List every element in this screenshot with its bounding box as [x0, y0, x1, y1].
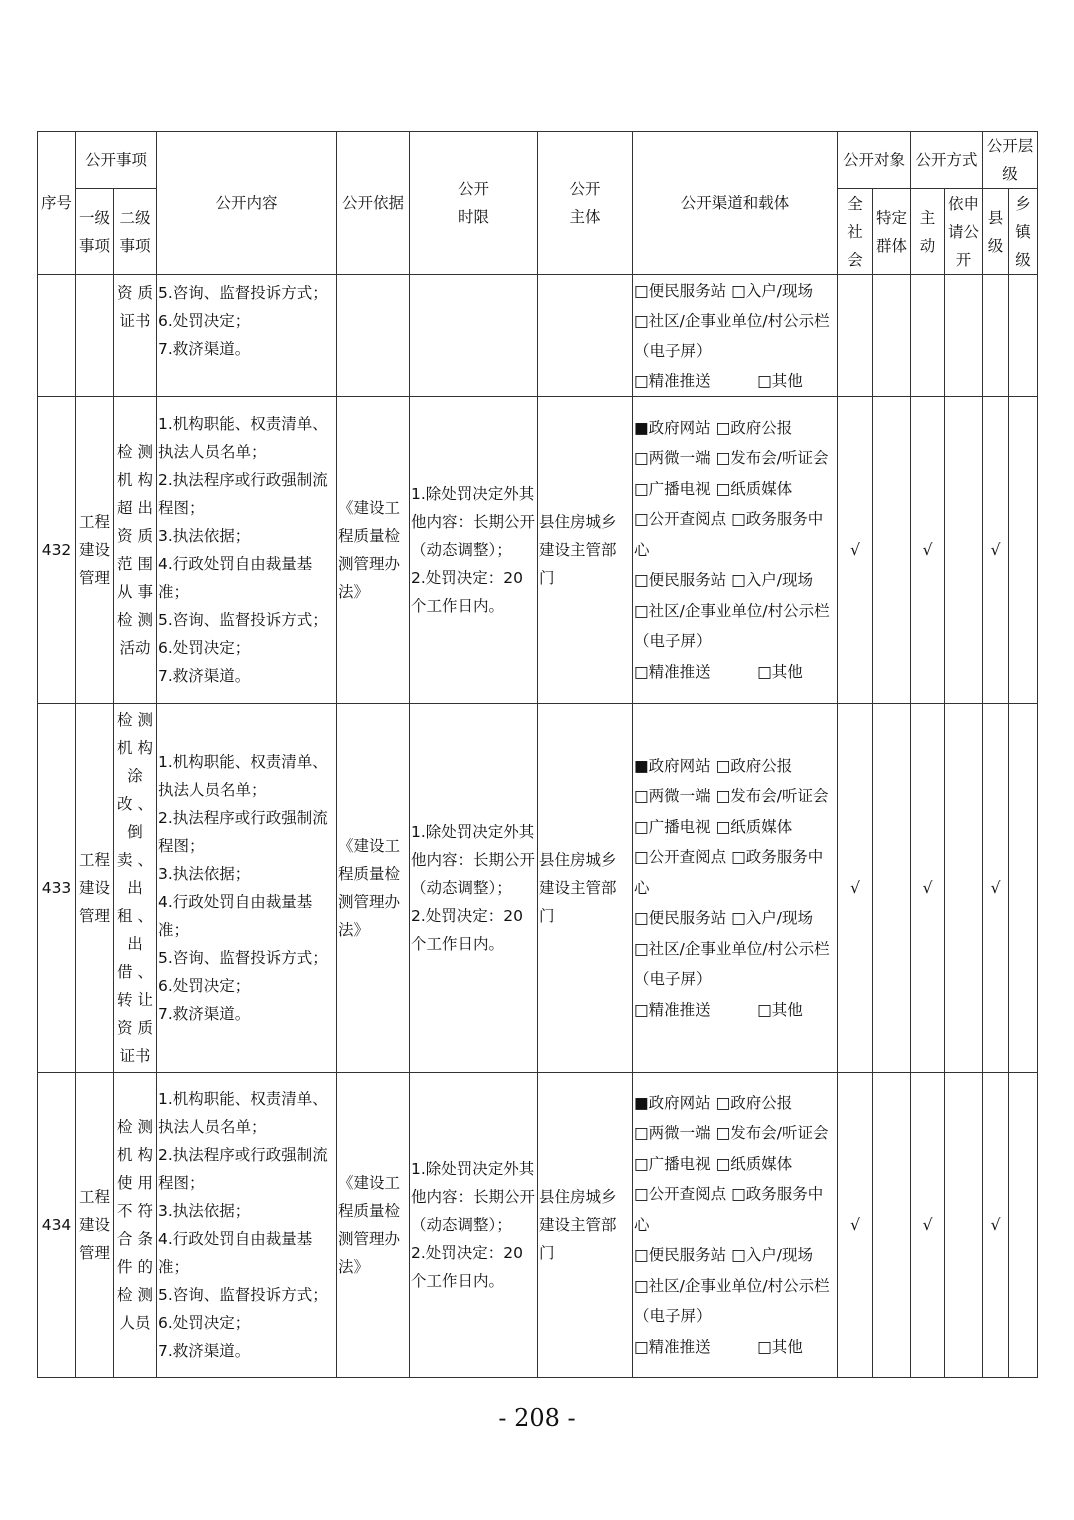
row-specific-group	[873, 275, 911, 397]
header-level: 公开层 级	[983, 132, 1038, 189]
row-specific-group	[873, 1073, 911, 1378]
header-seq: 序号	[38, 132, 76, 275]
row-basis	[337, 275, 410, 397]
row-level2: 检 测 机 构 超 出 资 质 范 围 从 事 检 测 活动	[114, 397, 157, 704]
disclosure-table	[37, 131, 1038, 1378]
row-township	[1009, 275, 1038, 397]
row-level1: 工程 建设 管理	[76, 397, 114, 704]
row-level2: 检 测 机 构 使 用 不 符 合 条 件 的 检 测 人员	[114, 1073, 157, 1378]
header-county: 县 级	[983, 189, 1009, 275]
row-on-request	[945, 1073, 983, 1378]
row-time-limit: 1.除处罚决定外其他内容：长期公开（动态调整）； 2.处罚决定：20个工作日内。	[410, 704, 538, 1073]
row-channel: ■政府网站 □政府公报 □两微一端 □发布会/听证会 □广播电视 □纸质媒体 □公开查阅点 □政务服务中心 □便民服务站 □入户/现场 □社区/企事业单位/村公示栏（电子屏） □精准推送 □其他	[633, 397, 838, 704]
row-active: √	[911, 397, 945, 704]
row-township	[1009, 397, 1038, 704]
header-active: 主 动	[911, 189, 945, 275]
header-content: 公开内容	[157, 132, 337, 275]
header-level1: 一级 事项	[76, 189, 114, 275]
row-content: 1.机构职能、权责清单、执法人员名单； 2.执法程序或行政强制流程图； 3.执法依据； 4.行政处罚自由裁量基准； 5.咨询、监督投诉方式； 6.处罚决定； 7.救济渠道。	[157, 704, 337, 1073]
row-level2: 资 质 证书	[114, 275, 157, 397]
table-row	[38, 275, 1038, 397]
header-whole-society: 全 社 会	[838, 189, 873, 275]
row-township	[1009, 704, 1038, 1073]
header-audience: 公开对象	[838, 132, 911, 189]
row-time-limit: 1.除处罚决定外其他内容：长期公开（动态调整）； 2.处罚决定：20个工作日内。	[410, 397, 538, 704]
row-level2: 检 测 机 构 涂 改 、 倒 卖 、 出 租 、 出 借 、 转 让 资 质 证书	[114, 704, 157, 1073]
table-row	[38, 397, 1038, 704]
header-basis: 公开依据	[337, 132, 410, 275]
row-basis: 《建设工程质量检测管理办法》	[337, 1073, 410, 1378]
row-township	[1009, 1073, 1038, 1378]
page-number: - 208 -	[498, 1404, 576, 1432]
row-seq: 432	[38, 397, 76, 704]
row-county: √	[983, 397, 1009, 704]
row-time-limit: 1.除处罚决定外其他内容：长期公开（动态调整）； 2.处罚决定：20个工作日内。	[410, 1073, 538, 1378]
header-items: 公开事项	[76, 132, 157, 189]
row-subject: 县住房城乡建设主管部门	[538, 704, 633, 1073]
row-on-request	[945, 275, 983, 397]
row-seq: 433	[38, 704, 76, 1073]
header-on-request: 依申 请公 开	[945, 189, 983, 275]
header-channel: 公开渠道和载体	[633, 132, 838, 275]
row-subject: 县住房城乡建设主管部门	[538, 1073, 633, 1378]
row-seq	[38, 275, 76, 397]
row-county	[983, 275, 1009, 397]
row-whole-society: √	[838, 397, 873, 704]
row-channel: ■政府网站 □政府公报 □两微一端 □发布会/听证会 □广播电视 □纸质媒体 □公开查阅点 □政务服务中心 □便民服务站 □入户/现场 □社区/企事业单位/村公示栏（电子屏） □精准推送 □其他	[633, 1073, 838, 1378]
row-active	[911, 275, 945, 397]
row-level1: 工程 建设 管理	[76, 704, 114, 1073]
row-county: √	[983, 704, 1009, 1073]
row-channel: □便民服务站 □入户/现场 □社区/企事业单位/村公示栏（电子屏） □精准推送 □其他	[633, 275, 838, 397]
row-basis: 《建设工程质量检测管理办法》	[337, 397, 410, 704]
row-content: 5.咨询、监督投诉方式； 6.处罚决定； 7.救济渠道。	[157, 275, 337, 397]
row-subject: 县住房城乡建设主管部门	[538, 397, 633, 704]
row-whole-society	[838, 275, 873, 397]
header-specific-group: 特定 群体	[873, 189, 911, 275]
row-time-limit	[410, 275, 538, 397]
table-row	[38, 704, 1038, 1073]
row-active: √	[911, 704, 945, 1073]
row-level1: 工程 建设 管理	[76, 1073, 114, 1378]
row-on-request	[945, 397, 983, 704]
header-method: 公开方式	[911, 132, 983, 189]
header-township: 乡 镇 级	[1009, 189, 1038, 275]
row-active: √	[911, 1073, 945, 1378]
row-basis: 《建设工程质量检测管理办法》	[337, 704, 410, 1073]
row-channel: ■政府网站 □政府公报 □两微一端 □发布会/听证会 □广播电视 □纸质媒体 □公开查阅点 □政务服务中心 □便民服务站 □入户/现场 □社区/企事业单位/村公示栏（电子屏） □精准推送 □其他	[633, 704, 838, 1073]
header-time-limit: 公开 时限	[410, 132, 538, 275]
header-level2: 二级 事项	[114, 189, 157, 275]
row-county: √	[983, 1073, 1009, 1378]
row-seq: 434	[38, 1073, 76, 1378]
row-content: 1.机构职能、权责清单、执法人员名单； 2.执法程序或行政强制流程图； 3.执法依据； 4.行政处罚自由裁量基准； 5.咨询、监督投诉方式； 6.处罚决定； 7.救济渠道。	[157, 1073, 337, 1378]
row-on-request	[945, 704, 983, 1073]
row-whole-society: √	[838, 704, 873, 1073]
row-subject	[538, 275, 633, 397]
row-specific-group	[873, 704, 911, 1073]
row-specific-group	[873, 397, 911, 704]
table-row	[38, 1073, 1038, 1378]
row-content: 1.机构职能、权责清单、执法人员名单； 2.执法程序或行政强制流程图； 3.执法依据； 4.行政处罚自由裁量基准； 5.咨询、监督投诉方式； 6.处罚决定； 7.救济渠道。	[157, 397, 337, 704]
row-level1	[76, 275, 114, 397]
header-subject: 公开 主体	[538, 132, 633, 275]
row-whole-society: √	[838, 1073, 873, 1378]
